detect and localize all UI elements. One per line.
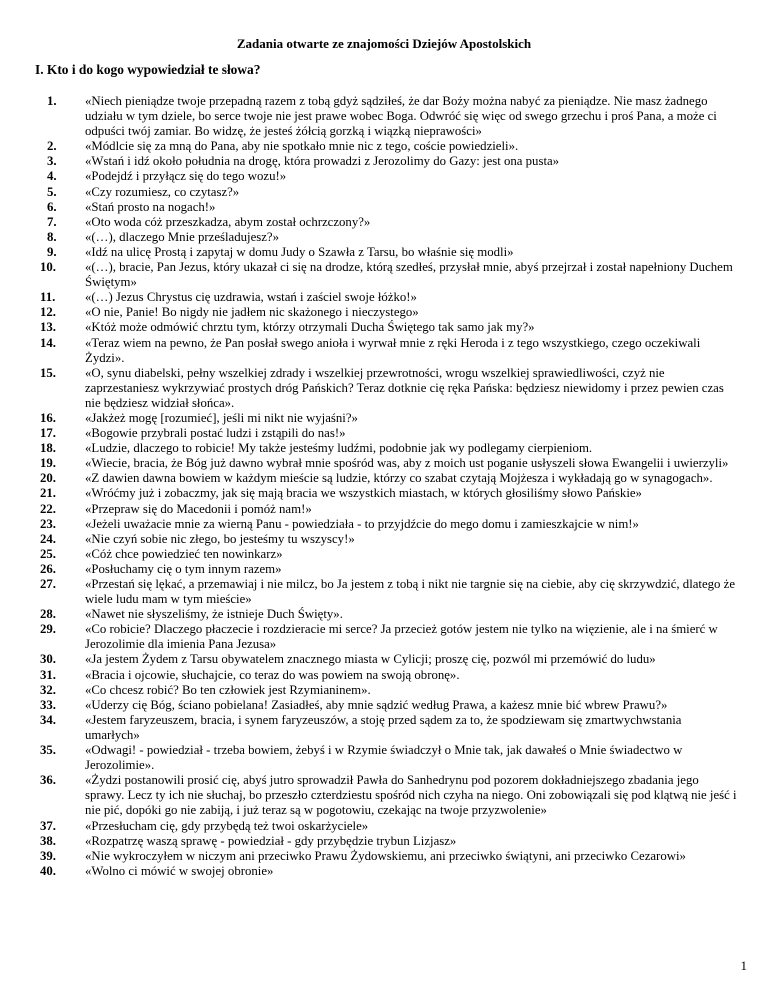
question-text: «Bogowie przybrali postać ludzi i zstąpili do nas!» (85, 426, 346, 441)
question-item (0, 245, 738, 260)
question-number: 32. (40, 682, 56, 697)
question-text: «(…) Jezus Chrystus cię uzdrawia, wstań i zaściel swoje łóżko!» (85, 290, 417, 305)
question-number: 12. (40, 305, 56, 320)
question-text: «Rozpatrzę waszą sprawę - powiedział - gdy przybędzie trybun Lizjasz» (85, 833, 457, 848)
question-number: 22. (40, 501, 56, 516)
question-text: «Podejdź i przyłącz się do tego wozu!» (85, 169, 287, 184)
question-item (0, 305, 738, 320)
question-number: 8. (47, 229, 57, 244)
question-item (0, 336, 738, 366)
question-item (0, 517, 738, 532)
question-number: 27. (40, 577, 56, 591)
question-number: 26. (40, 561, 56, 576)
question-number: 25. (40, 546, 56, 561)
question-text: «Przepraw się do Macedonii i pomóż nam!» (85, 501, 312, 516)
question-number: 10. (40, 260, 56, 275)
question-list (0, 94, 738, 879)
question-number: 1. (47, 94, 57, 108)
question-item (0, 200, 738, 215)
question-item (0, 683, 738, 698)
question-text: «Módlcie się za mną do Pana, aby nie spotkało mnie nic z tego, coście powiedzieli». (85, 139, 519, 154)
question-item (0, 366, 738, 411)
question-number: 19. (40, 456, 56, 471)
question-text: «Oto woda cóż przeszkadza, abym został ochrzczony?» (85, 214, 371, 229)
question-item (0, 743, 738, 773)
question-number: 15. (40, 365, 56, 380)
question-number: 17. (40, 426, 56, 441)
question-text: «Nawet nie słyszeliśmy, że istnieje Duch Święty». (85, 607, 343, 622)
question-text: «Wolno ci mówić w swojej obronie» (85, 863, 274, 878)
question-item (0, 622, 738, 652)
question-number: 4. (47, 169, 57, 184)
question-text: «Przestań się lękać, a przemawiaj i nie milcz, bo Ja jestem z tobą i nikt nie targnie się na ciebie, aby cię skrzywdzić, dlatego że wiele ludu mam w tym mieście» (85, 577, 736, 607)
question-text: «Ja jestem Żydem z Tarsu obywatelem znacznego miasta w Cylicji; proszę cię, pozwól mi przemówić do ludu» (85, 652, 656, 667)
question-number: 18. (40, 441, 56, 456)
question-item (0, 668, 738, 683)
question-item (0, 607, 738, 622)
question-item (0, 215, 738, 230)
question-text: «O nie, Panie! Bo nigdy nie jadłem nic skażonego i nieczystego» (85, 305, 419, 320)
question-number: 6. (47, 199, 57, 214)
question-number: 20. (40, 471, 56, 486)
question-number: 35. (40, 743, 56, 758)
question-text: «(…), dlaczego Mnie prześladujesz?» (85, 229, 280, 244)
question-text: «Wiecie, bracia, że Bóg już dawno wybrał mnie spośród was, aby z moich ust poganie usłyszeli słowa Ewangelii i uwierzyli» (85, 456, 729, 471)
question-number: 28. (40, 607, 56, 622)
section-heading: I. Kto i do kogo wypowiedział te słowa? (35, 62, 261, 77)
question-item (0, 486, 738, 501)
question-text: «Przesłucham cię, gdy przybędą też twoi oskarżyciele» (85, 818, 369, 833)
question-number: 40. (40, 863, 56, 878)
question-item (0, 441, 738, 456)
question-number: 2. (47, 139, 57, 154)
question-text: «Żydzi postanowili prosić cię, abyś jutro sprowadził Pawła do Sanhedrynu pod pozorem dokładniejszego zbadania jego sprawy. Lecz ty ich nie słuchaj, bo przeszło czterdziestu spośród nich czyha na niego. Oni zobowiązali się pod klątwą nie jeść i nie pić, dopóki go nie zabiją, i już teraz są w pogotowiu, czekając na twoje przyzwolenie» (85, 773, 737, 818)
question-text: «Nie wykroczyłem w niczym ani przeciwko Prawu Żydowskiemu, ani przeciwko świątyni, ani przeciwko Cezarowi» (85, 848, 686, 863)
question-text: «Któż może odmówić chrztu tym, którzy otrzymali Ducha Świętego tak samo jak my?» (85, 320, 535, 335)
question-item (0, 411, 738, 426)
question-item (0, 456, 738, 471)
question-item (0, 849, 738, 864)
question-item (0, 562, 738, 577)
question-number: 9. (47, 244, 57, 259)
question-text: «Jeżeli uważacie mnie za wierną Panu - powiedziała - to przyjdźcie do mego domu i zamieszkajcie w nim!» (85, 516, 639, 531)
question-text: «(…), bracie, Pan Jezus, który ukazał ci się na drodze, którą szedłeś, przysłał mnie, abyś przejrzał i został napełniony Duchem Świętym» (85, 260, 733, 290)
question-number: 29. (40, 622, 56, 637)
question-text: «Idź na ulicę Prostą i zapytaj w domu Judy o Szawła z Tarsu, bo właśnie się modli» (85, 244, 514, 259)
page-title: Zadania otwarte ze znajomości Dziejów Apostolskich (236, 36, 532, 51)
question-text: «Co chcesz robić? Bo ten człowiek jest Rzymianinem». (85, 682, 371, 697)
question-number: 31. (40, 667, 56, 682)
question-text: «Jakżeż mogę [rozumieć], jeśli mi nikt nie wyjaśni?» (85, 410, 358, 425)
question-item (0, 94, 738, 139)
question-number: 23. (40, 516, 56, 531)
question-text: «Nie czyń sobie nic złego, bo jesteśmy tu wszyscy!» (85, 531, 355, 546)
question-item (0, 230, 738, 245)
question-text: «Stań prosto na nogach!» (85, 199, 216, 214)
question-text: «Wstań i idź około południa na drogę, która prowadzi z Jerozolimy do Gazy: jest ona pusta» (85, 154, 560, 169)
question-number: 36. (40, 773, 56, 788)
question-item (0, 154, 738, 169)
question-item (0, 773, 738, 818)
question-number: 24. (40, 531, 56, 546)
question-number: 37. (40, 818, 56, 833)
question-item (0, 320, 738, 335)
question-text: «Co robicie? Dlaczego płaczecie i rozdzieracie mi serce? Ja przecież gotów jestem nie tylko na więzienie, ale i na śmierć w Jerozolimie dla imienia Pana Jezusa» (85, 622, 718, 652)
question-number: 11. (40, 290, 56, 305)
question-item (0, 139, 738, 154)
question-number: 3. (47, 154, 57, 169)
question-item (0, 185, 738, 200)
question-item (0, 652, 738, 667)
question-text: «Niech pieniądze twoje przepadną razem z tobą gdyż sądziłeś, że dar Boży można nabyć za pieniądze. Nie masz żadnego udziału w tym dziele, bo serce twoje nie jest prawe wobec Boga. Odwróć się więc od swego grzechu i proś Pana, a może ci odpuści twój zamiar. Bo widzę, że jesteś żółcią gorzką i wiązką nieprawości» (85, 94, 717, 139)
question-text: «O, synu diabelski, pełny wszelkiej zdrady i wszelkiej przewrotności, wrogu wszelkiej sprawiedliwości, czyż nie zaprzestaniesz wykrzywiać prostych dróg Pańskich? Teraz dotknie cię ręka Pańska: będziesz niewidomy i przez pewien czas nie będziesz widział słońca». (85, 365, 724, 410)
question-item (0, 864, 738, 879)
question-text: «Bracia i ojcowie, słuchajcie, co teraz do was powiem na swoją obronę». (85, 667, 460, 682)
question-item (0, 290, 738, 305)
question-number: 38. (40, 833, 56, 848)
question-text: «Czy rozumiesz, co czytasz?» (85, 184, 240, 199)
question-text: «Wróćmy już i zobaczmy, jak się mają bracia we wszystkich miastach, w których głosiliśmy słowo Pańskie» (85, 486, 642, 501)
question-text: «Uderzy cię Bóg, ściano pobielana! Zasiadłeś, aby mnie sądzić według Prawa, a każesz mnie bić wbrew Prawu?» (85, 697, 668, 712)
question-number: 21. (40, 486, 56, 501)
question-item (0, 532, 738, 547)
question-number: 14. (40, 335, 56, 350)
question-text: «Odwagi! - powiedział - trzeba bowiem, żebyś i w Rzymie świadczył o Mnie tak, jak dawałeś o Mnie świadectwo w Jerozolimie». (85, 743, 683, 773)
question-text: «Z dawien dawna bowiem w każdym mieście są ludzie, którzy co szabat czytają Mojżesza i wykładają go w synagogach». (85, 471, 713, 486)
question-text: «Ludzie, dlaczego to robicie! My także jesteśmy ludźmi, podobnie jak wy podlegamy cierpieniom. (85, 441, 593, 456)
question-item (0, 547, 738, 562)
question-number: 34. (40, 712, 56, 727)
question-number: 13. (40, 320, 56, 335)
question-item (0, 698, 738, 713)
question-number: 39. (40, 848, 56, 863)
question-item (0, 819, 738, 834)
page-number: 1 (740, 958, 747, 973)
question-item (0, 260, 738, 290)
question-number: 30. (40, 652, 56, 667)
question-number: 16. (40, 410, 56, 425)
question-number: 5. (47, 184, 57, 199)
question-text: «Jestem faryzeuszem, bracia, i synem faryzeuszów, a stoję przed sądem za to, że spodziewam się zmartwychwstania umarłych» (85, 712, 682, 742)
question-item (0, 471, 738, 486)
question-number: 7. (47, 214, 57, 229)
question-item (0, 502, 738, 517)
question-text: «Teraz wiem na pewno, że Pan posłał swego anioła i wyrwał mnie z ręki Heroda i z tego wszystkiego, czego oczekiwali Żydzi». (85, 335, 701, 365)
question-item (0, 834, 738, 849)
question-item (0, 713, 738, 743)
question-number: 33. (40, 697, 56, 712)
question-text: «Cóż chce powiedzieć ten nowinkarz» (85, 546, 283, 561)
question-text: «Posłuchamy cię o tym innym razem» (85, 561, 282, 576)
question-item (0, 169, 738, 184)
question-item (0, 577, 738, 607)
question-item (0, 426, 738, 441)
